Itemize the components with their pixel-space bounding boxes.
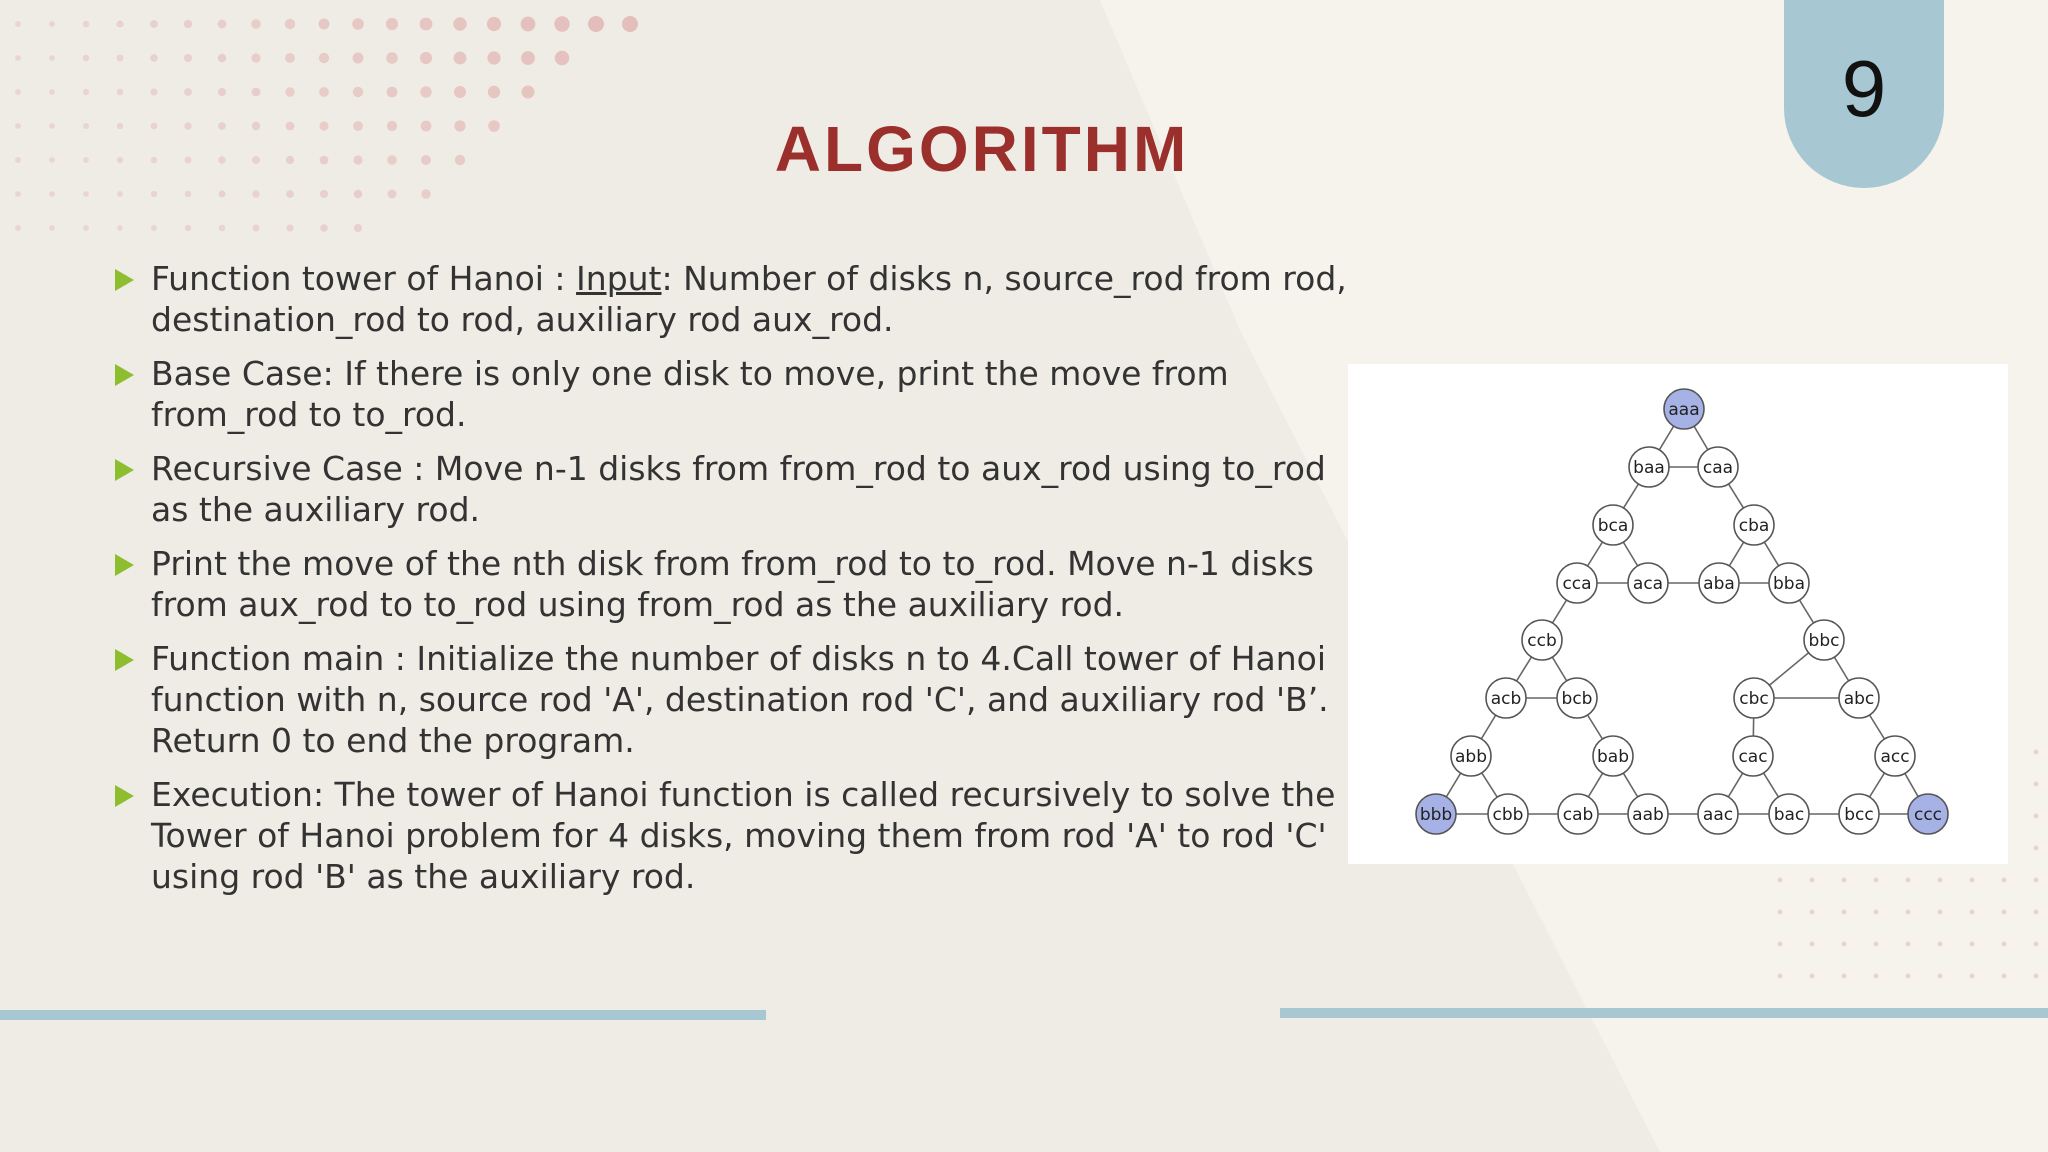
- bullet-item: [110, 353, 1350, 435]
- bullet-text: Execution: The tower of Hanoi function is called recursively to solve the Tower of Hanoi problem for 4 disks, moving them from rod 'A' to rod 'C' using rod 'B' as the auxiliary rod.: [151, 775, 1336, 896]
- graph-node: [1628, 794, 1668, 834]
- graph-node-label: baa: [1633, 458, 1665, 478]
- graph-node-label: cab: [1562, 805, 1594, 825]
- bullet-item: [110, 543, 1350, 625]
- graph-node-label: aaa: [1668, 400, 1700, 420]
- graph-node-label: bba: [1773, 574, 1805, 594]
- graph-node: [1839, 678, 1879, 718]
- graph-node: [1908, 794, 1948, 834]
- graph-node: [1875, 736, 1915, 776]
- graph-node-label: bbc: [1808, 631, 1840, 651]
- decorative-dot: [1810, 974, 1815, 979]
- graph-node-label: aca: [1632, 574, 1664, 594]
- decorative-dot: [2002, 942, 2007, 947]
- graph-node: [1804, 620, 1844, 660]
- graph-node: [1769, 794, 1809, 834]
- decorative-dot: [1874, 942, 1879, 947]
- bullet-text: Recursive Case : Move n-1 disks from from_rod to aux_rod using to_rod as the auxiliary rod.: [151, 449, 1326, 529]
- graph-node: [1664, 389, 1704, 429]
- decorative-dot: [1874, 910, 1879, 915]
- decorative-dot: [1778, 974, 1783, 979]
- graph-node-label: abc: [1843, 689, 1875, 709]
- decorative-dot: [2034, 782, 2039, 787]
- graph-node-label: acc: [1880, 747, 1910, 767]
- bullet-text-prefix: Function tower of Hanoi :: [151, 259, 577, 298]
- graph-node: [1734, 505, 1774, 545]
- graph-node: [1416, 794, 1456, 834]
- graph-node: [1769, 563, 1809, 603]
- graph-node: [1629, 447, 1669, 487]
- graph-node: [1557, 563, 1597, 603]
- graph-node: [1451, 736, 1491, 776]
- graph-node: [1558, 794, 1598, 834]
- decorative-dot: [2002, 910, 2007, 915]
- graph-node-label: cba: [1738, 516, 1770, 536]
- graph-node-label: cbb: [1492, 805, 1524, 825]
- graph-node: [1593, 505, 1633, 545]
- graph-node-label: bab: [1597, 747, 1629, 767]
- bullet-text: : Number of disks n, source_rod from rod, destination_rod to rod, auxiliary rod aux_rod.: [151, 259, 1347, 339]
- bullet-text-underlined: Input: [576, 259, 662, 298]
- decorative-dot: [1938, 910, 1943, 915]
- decorative-dot: [1842, 878, 1847, 883]
- decorative-dot: [1970, 878, 1975, 883]
- decorative-dot: [2034, 814, 2039, 819]
- graph-node-label: bca: [1597, 516, 1629, 536]
- graph-node: [1839, 794, 1879, 834]
- graph-node-label: bac: [1773, 805, 1805, 825]
- graph-node: [1486, 678, 1526, 718]
- decorative-dot: [2034, 846, 2039, 851]
- graph-node: [1628, 563, 1668, 603]
- decorative-dot: [1970, 974, 1975, 979]
- decorative-dot: [1874, 878, 1879, 883]
- bullet-list: [110, 258, 1350, 910]
- graph-node: [1733, 736, 1773, 776]
- decorative-dot: [2034, 878, 2039, 883]
- graph-node: [1488, 794, 1528, 834]
- decorative-dot: [1938, 878, 1943, 883]
- decorative-dot: [2034, 910, 2039, 915]
- bullet-item: [110, 448, 1350, 530]
- bullet-text: Function main : Initialize the number of disks n to 4.Call tower of Hanoi function with n, source rod 'A', destination rod 'C', and auxiliary rod 'B’. Return 0 to end the program.: [151, 639, 1329, 760]
- graph-node: [1522, 620, 1562, 660]
- decorative-dot: [1810, 942, 1815, 947]
- graph-node-label: bcb: [1561, 689, 1593, 709]
- bullet-item: [110, 638, 1350, 761]
- decorative-dot: [1778, 942, 1783, 947]
- decorative-dot: [1970, 910, 1975, 915]
- graph-node-label: ccc: [1913, 805, 1943, 825]
- bullet-arrow-icon: [115, 459, 134, 481]
- graph-node-label: aba: [1703, 574, 1735, 594]
- hanoi-state-graph: [1348, 364, 2008, 864]
- graph-node-label: abb: [1455, 747, 1487, 767]
- decorative-dot: [2002, 974, 2007, 979]
- bullet-arrow-icon: [115, 269, 134, 291]
- decorative-dot: [1842, 910, 1847, 915]
- graph-node-label: caa: [1702, 458, 1734, 478]
- bullet-arrow-icon: [115, 364, 134, 386]
- decorative-dot: [1906, 974, 1911, 979]
- decorative-dot: [1778, 878, 1783, 883]
- bullet-text: Base Case: If there is only one disk to move, print the move from from_rod to to_rod.: [151, 354, 1229, 434]
- graph-node-label: acb: [1490, 689, 1522, 709]
- graph-node: [1699, 563, 1739, 603]
- graph-node-label: bcc: [1844, 805, 1874, 825]
- decorative-dot: [1938, 942, 1943, 947]
- decorative-dot: [2034, 942, 2039, 947]
- hanoi-state-graph-image: [1348, 364, 2008, 864]
- decorative-dot: [1778, 910, 1783, 915]
- decorative-dot: [1842, 974, 1847, 979]
- bullet-arrow-icon: [115, 649, 134, 671]
- graph-node-label: cac: [1738, 747, 1768, 767]
- decorative-dot: [2002, 878, 2007, 883]
- decorative-dot: [2034, 750, 2039, 755]
- graph-node-label: cbc: [1739, 689, 1769, 709]
- graph-node-label: cca: [1562, 574, 1592, 594]
- bullet-arrow-icon: [115, 554, 134, 576]
- bullet-item: [110, 258, 1350, 340]
- decorative-dot: [1874, 974, 1879, 979]
- accent-bar-right: [1280, 1008, 2048, 1018]
- graph-node-label: bbb: [1419, 805, 1453, 825]
- graph-node: [1593, 736, 1633, 776]
- graph-node: [1734, 678, 1774, 718]
- graph-node-label: ccb: [1527, 631, 1557, 651]
- accent-bar-left: [0, 1010, 766, 1020]
- bullet-item: [110, 774, 1350, 897]
- graph-node: [1698, 447, 1738, 487]
- graph-node: [1557, 678, 1597, 718]
- graph-node-label: aab: [1632, 805, 1664, 825]
- decorative-dot: [1810, 910, 1815, 915]
- decorative-dot: [1906, 910, 1911, 915]
- decorative-dot: [2034, 974, 2039, 979]
- decorative-dot: [1938, 974, 1943, 979]
- page-number: 9: [1841, 44, 1887, 133]
- bullet-text: Print the move of the nth disk from from_rod to to_rod. Move n-1 disks from aux_rod to to_rod using from_rod as the auxiliary rod.: [151, 544, 1314, 624]
- decorative-dot: [1842, 942, 1847, 947]
- decorative-dot: [1970, 942, 1975, 947]
- decorative-dot: [1906, 942, 1911, 947]
- graph-node-label: aac: [1702, 805, 1734, 825]
- bullet-arrow-icon: [115, 785, 134, 807]
- decorative-dot: [1810, 878, 1815, 883]
- graph-node: [1698, 794, 1738, 834]
- slide-title: ALGORITHM: [774, 113, 1190, 185]
- decorative-dot: [1906, 878, 1911, 883]
